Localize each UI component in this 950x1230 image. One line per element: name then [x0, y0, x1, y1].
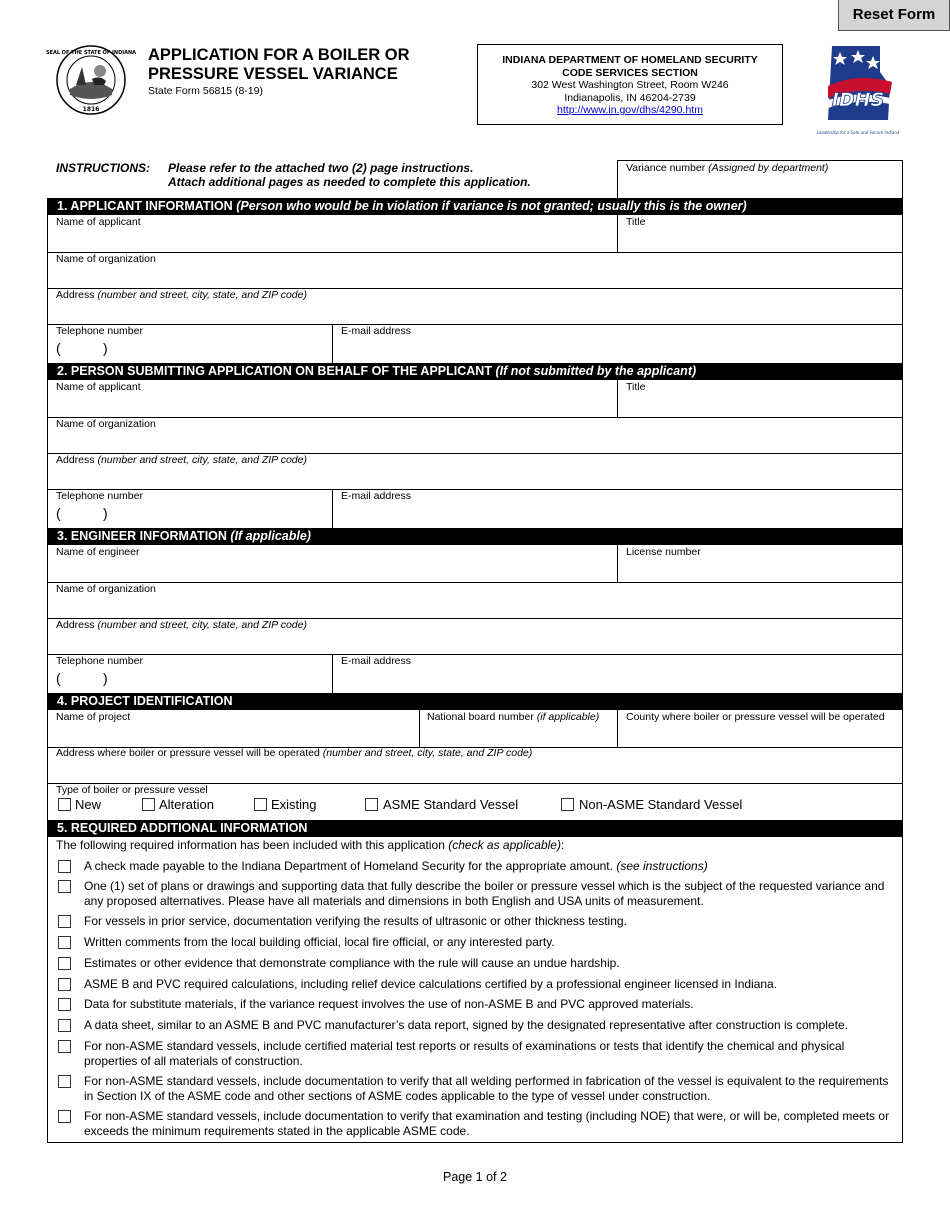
required-item-text — [84, 859, 899, 874]
s4-county-label: County where boiler or pressure vessel will be operated — [626, 711, 885, 723]
s3-phone-paren-open: ( — [56, 670, 61, 686]
s1-title-input[interactable] — [618, 215, 902, 252]
required-item-text: One (1) set of plans or drawings and supporting data that fully describe the boiler or pressure vessel which is the subject of the requested variance and any proposed alternatives. Please have all materials and dimensions in both English and USA units of measurement. — [84, 879, 885, 908]
vessel-type-non-asme-checkbox[interactable] — [561, 798, 574, 811]
s2-title-input[interactable] — [618, 380, 902, 417]
required-intro-note: (check as applicable) — [448, 838, 561, 852]
section-1-note: (Person who would be in violation if variance is not granted; usually this is the owner) — [236, 199, 747, 213]
required-item-text: For non-ASME standard vessels, include documentation to verify that examination and testing (including NOE) that were, or will be, completed meets or exceeds the minimum requirements stated in the applicable ASME code. — [84, 1109, 890, 1138]
reset-form-button[interactable]: Reset Form — [838, 0, 950, 31]
section-2-title: 2. PERSON SUBMITTING APPLICATION ON BEHALF OF THE APPLICANT — [57, 364, 492, 378]
s2-telephone-label: Telephone number — [56, 490, 143, 502]
required-intro-text: The following required information has been included with this application — [56, 838, 445, 852]
vessel-type-existing-label: Existing — [271, 797, 317, 812]
seal-text: SEAL OF THE STATE OF INDIANA — [45, 50, 137, 56]
section-4-header — [47, 693, 903, 710]
s1-email-label: E-mail address — [341, 325, 412, 337]
form-number: State Form 56815 (8-19) — [148, 85, 263, 97]
variance-number-label: Variance number — [626, 162, 706, 174]
s3-organization-label: Name of organization — [56, 583, 156, 595]
s3-organization-input[interactable] — [48, 583, 902, 618]
vessel-type-new-label: New — [75, 797, 102, 812]
s4-project-name-label: Name of project — [56, 711, 131, 723]
required-item-checkbox[interactable] — [58, 1019, 71, 1032]
s2-email-label: E-mail address — [341, 490, 412, 502]
required-intro — [56, 838, 564, 853]
s2-address-label-text: Address — [56, 454, 95, 466]
s2-address-note: (number and street, city, state, and ZIP code) — [97, 454, 307, 466]
s3-address-note: (number and street, city, state, and ZIP code) — [97, 619, 307, 631]
dept-name: INDIANA DEPARTMENT OF HOMELAND SECURITY — [502, 54, 758, 66]
required-intro-colon: : — [560, 838, 565, 852]
section-1-header — [47, 198, 903, 215]
s1-organization-input[interactable] — [48, 253, 902, 288]
form-title-line2: PRESSURE VESSEL VARIANCE — [148, 65, 398, 83]
s4-national-board-label — [427, 711, 599, 723]
required-item-checkbox[interactable] — [58, 1040, 71, 1053]
section-2-header — [47, 363, 903, 380]
required-item-text: Written comments from the local building official, local fire official, or any interested party. — [84, 935, 555, 949]
s2-address-label — [56, 454, 307, 466]
required-item-checkbox[interactable] — [58, 860, 71, 873]
vessel-type-asme-checkbox[interactable] — [365, 798, 378, 811]
s4-project-address-label — [56, 747, 532, 759]
logo-text: IDHS — [831, 89, 885, 111]
s2-organization-input[interactable] — [48, 418, 902, 453]
s1-email-input[interactable] — [333, 325, 902, 363]
s3-email-input[interactable] — [333, 655, 902, 693]
s3-telephone-label: Telephone number — [56, 655, 143, 667]
vessel-type-non-asme-label: Non-ASME Standard Vessel — [579, 797, 743, 812]
s3-license-number-label: License number — [626, 546, 701, 558]
required-item-checkbox[interactable] — [58, 957, 71, 970]
required-item-text: For non-ASME standard vessels, include documentation to verify that all welding performed in fabrication of the vessel is equivalent to the requirements in Section IX of the ASME code and other sections of ASME codes applicable to the type of vessel under construction. — [84, 1074, 889, 1103]
section-3-title: 3. ENGINEER INFORMATION — [57, 529, 227, 543]
s1-phone-paren-open: ( — [56, 340, 61, 356]
s3-email-label: E-mail address — [341, 655, 412, 667]
dept-website-link[interactable]: http://www.in.gov/dhs/4290.htm — [557, 104, 703, 116]
vessel-type-new-checkbox[interactable] — [58, 798, 71, 811]
variance-number-note: (Assigned by department) — [708, 162, 829, 174]
s1-address-label-text: Address — [56, 289, 95, 301]
vessel-type-alteration-label: Alteration — [159, 797, 214, 812]
required-item-checkbox[interactable] — [58, 936, 71, 949]
required-item-checkbox[interactable] — [58, 1075, 71, 1088]
variance-number-field[interactable] — [617, 160, 903, 198]
required-item-text: A data sheet, similar to an ASME B and PVC manufacturer’s data report, signed by the designated representative after construction is complete. — [84, 1018, 848, 1032]
s4-vessel-type-label: Type of boiler or pressure vessel — [56, 784, 208, 796]
s2-name-of-applicant-label: Name of applicant — [56, 381, 141, 393]
instructions-label: INSTRUCTIONS: — [56, 161, 150, 175]
section-4-title: 4. PROJECT IDENTIFICATION — [57, 694, 233, 708]
instructions-line1: Please refer to the attached two (2) page instructions. — [168, 161, 474, 175]
s1-organization-label: Name of organization — [56, 253, 156, 265]
section-3-note: (If applicable) — [230, 529, 311, 543]
s1-address-label — [56, 289, 307, 301]
s2-phone-paren-close: ) — [103, 505, 108, 521]
section-5-header — [47, 820, 903, 837]
required-item-text: For vessels in prior service, documentation verifying the results of ultrasonic or other thickness testing. — [84, 914, 627, 928]
s3-name-of-engineer-label: Name of engineer — [56, 546, 140, 558]
required-item-checkbox[interactable] — [58, 915, 71, 928]
s2-organization-label: Name of organization — [56, 418, 156, 430]
logo-tagline: Leadership for a Safe and Secure Indiana — [816, 130, 900, 135]
s2-title-label: Title — [626, 381, 646, 393]
seal-year: 1816 — [82, 106, 100, 113]
required-item-0-text: A check made payable to the Indiana Department of Homeland Security for the appropriate amount. — [84, 859, 613, 873]
required-item-checkbox[interactable] — [58, 880, 71, 893]
section-5-title: 5. REQUIRED ADDITIONAL INFORMATION — [57, 821, 308, 835]
section-3-header — [47, 528, 903, 545]
vessel-type-existing-checkbox[interactable] — [254, 798, 267, 811]
s1-telephone-label: Telephone number — [56, 325, 143, 337]
s1-name-of-applicant-label: Name of applicant — [56, 216, 141, 228]
s4-project-address-note: (number and street, city, state, and ZIP code) — [322, 747, 533, 759]
required-item-text: Estimates or other evidence that demonstrate compliance with the rule will cause an undue hardship. — [84, 956, 620, 970]
dept-street: 302 West Washington Street, Room W246 — [531, 79, 729, 91]
required-item-text: For non-ASME standard vessels, include certified material test reports or results of examinations or tests that identify the chemical and physical properties of all materials of construction. — [84, 1039, 845, 1068]
s4-project-address-label-text: Address where boiler or pressure vessel will be operated — [56, 747, 320, 759]
dept-city: Indianapolis, IN 46204-2739 — [564, 91, 696, 104]
required-item-checkbox[interactable] — [58, 998, 71, 1011]
s4-national-board-note: (if applicable) — [536, 711, 600, 723]
page-number: Page 1 of 2 — [443, 1170, 507, 1184]
s3-address-label-text: Address — [56, 619, 95, 631]
required-item-text: Data for substitute materials, if the variance request involves the use of non-ASME B and PVC approved materials. — [84, 997, 694, 1011]
s3-address-label — [56, 619, 307, 631]
vessel-type-asme-label: ASME Standard Vessel — [383, 797, 519, 812]
s1-title-label: Title — [626, 216, 646, 228]
required-item-text: ASME B and PVC required calculations, including relief device calculations certified by a professional engineer licensed in Indiana. — [84, 977, 778, 991]
idhs-logo — [818, 42, 898, 138]
section-2-note: (If not submitted by the applicant) — [495, 364, 697, 378]
section-1-title: 1. APPLICANT INFORMATION — [57, 199, 233, 213]
required-item-checkbox[interactable] — [58, 978, 71, 991]
s2-phone-paren-open: ( — [56, 505, 61, 521]
required-item-0-note: (see instructions) — [616, 859, 708, 873]
indiana-state-seal — [45, 45, 137, 115]
s1-phone-paren-close: ) — [103, 340, 108, 356]
dept-section: CODE SERVICES SECTION — [562, 66, 698, 79]
s3-phone-paren-close: ) — [103, 670, 108, 686]
vessel-type-alteration-checkbox[interactable] — [142, 798, 155, 811]
instructions-line2: Attach additional pages as needed to complete this application. — [168, 175, 531, 189]
required-item-checkbox[interactable] — [58, 1110, 71, 1123]
s1-address-note: (number and street, city, state, and ZIP code) — [97, 289, 307, 301]
s2-email-input[interactable] — [333, 490, 902, 528]
s4-national-board-label-text: National board number — [427, 711, 534, 723]
department-address-box — [477, 44, 783, 125]
form-title-line1: APPLICATION FOR A BOILER OR — [148, 46, 410, 64]
